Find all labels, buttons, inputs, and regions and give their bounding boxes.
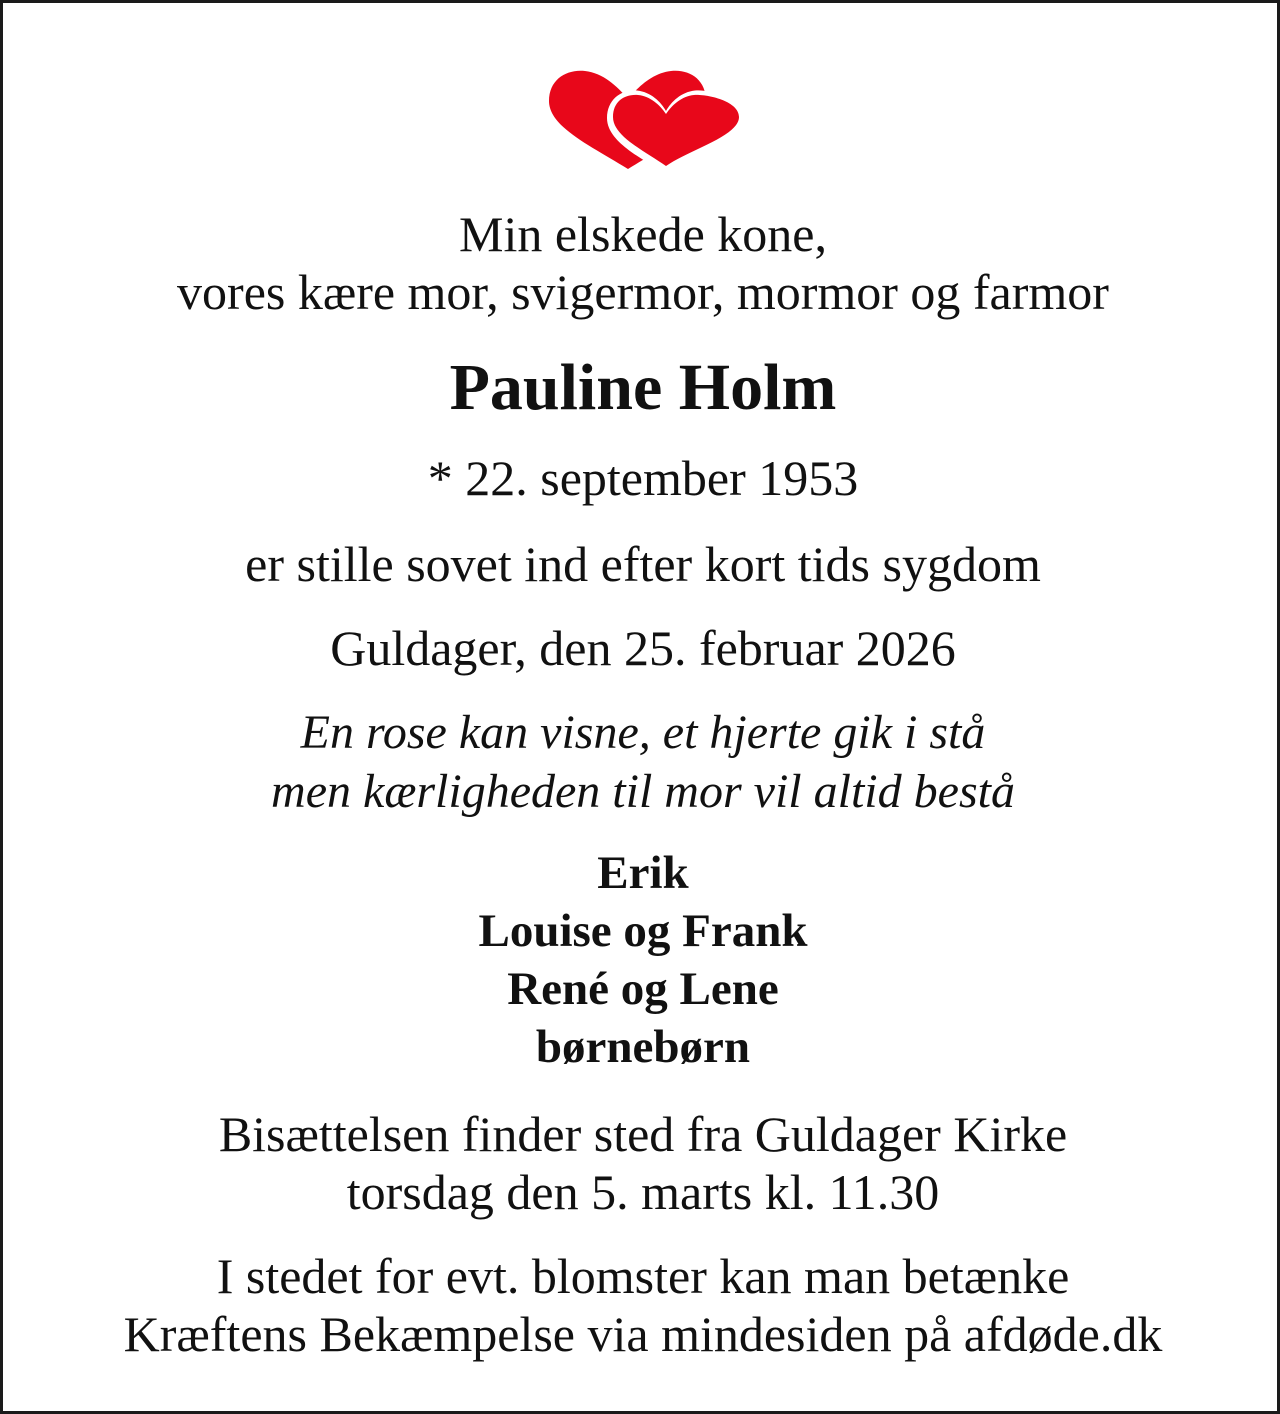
donation-line-1: I stedet for evt. blomster kan man betænke: [216, 1248, 1070, 1304]
intro-line-1: Min elskede kone,: [459, 206, 827, 262]
family-member: René og Lene: [507, 963, 779, 1015]
birth-date: * 22. september 1953: [427, 450, 859, 506]
funeral-line-1: Bisættelsen finder sted fra Guldager Kirke: [218, 1106, 1068, 1162]
family-member: Erik: [597, 847, 689, 899]
place-and-date: Guldager, den 25. februar 2026: [330, 620, 956, 676]
intro-line-2: vores kære mor, svigermor, mormor og farmor: [177, 264, 1109, 320]
deceased-name: Pauline Holm: [449, 351, 837, 424]
death-text: er stille sovet ind efter kort tids sygdom: [245, 536, 1041, 592]
donation-line-2: Kræftens Bekæmpelse via mindesiden på afdøde.dk: [123, 1306, 1163, 1362]
verse-line-1: En rose kan visne, et hjerte gik i stå: [300, 706, 986, 759]
funeral-line-2: torsdag den 5. marts kl. 11.30: [346, 1164, 940, 1220]
verse-line-2: men kærligheden til mor vil altid bestå: [271, 765, 1015, 818]
family-member: Louise og Frank: [478, 905, 808, 957]
two-hearts-icon: [543, 61, 743, 176]
family-member: børnebørn: [535, 1021, 751, 1073]
